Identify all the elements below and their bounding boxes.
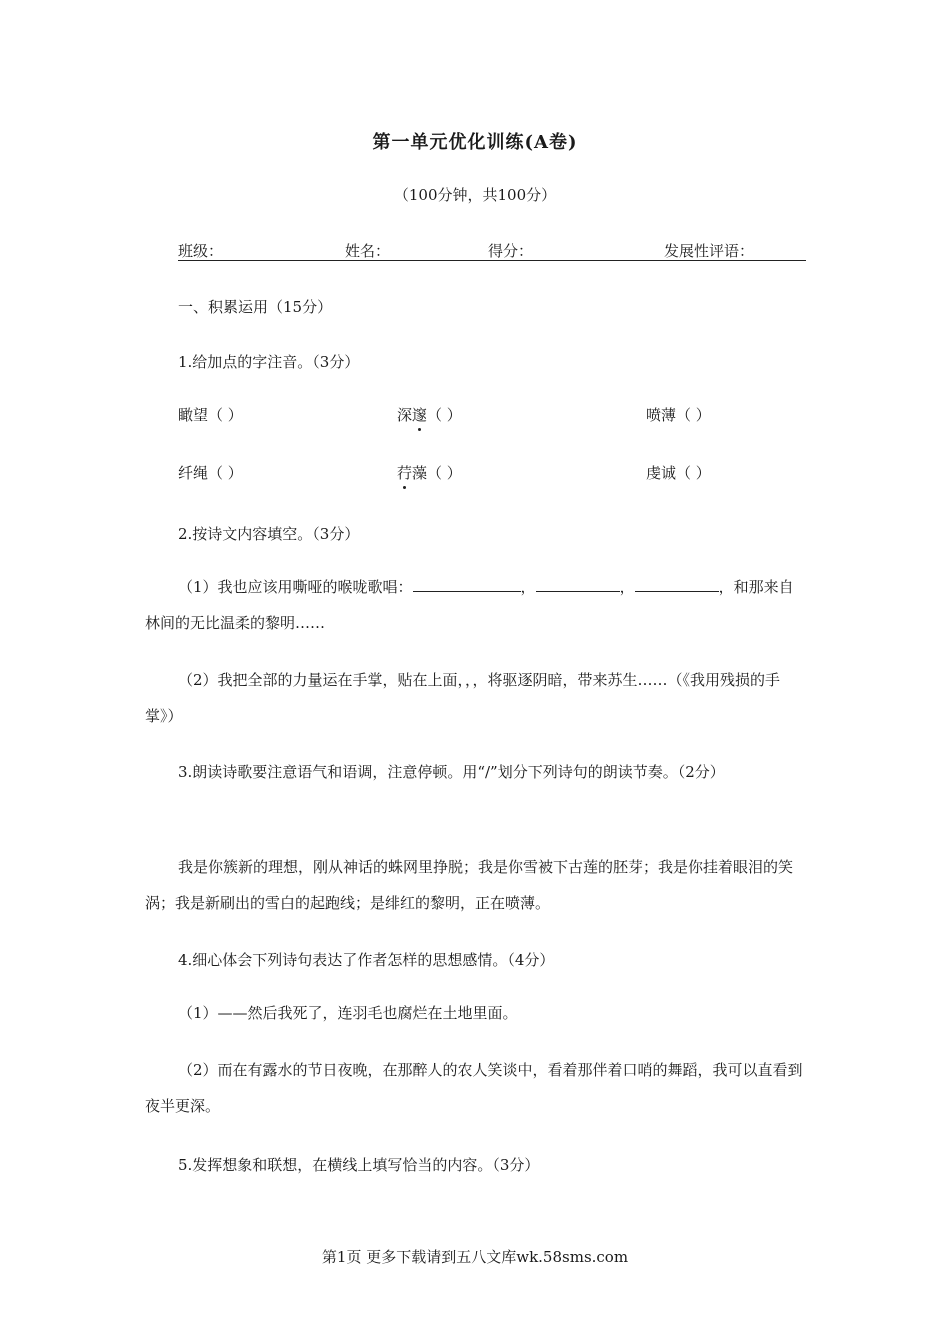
answer-blank[interactable] bbox=[536, 577, 620, 592]
dotted-char: 荇 bbox=[397, 464, 413, 482]
name-label: 姓名： bbox=[345, 242, 391, 260]
pinyin-item: 深邃（ ） bbox=[397, 406, 462, 424]
page-footer: 第1页 更多下载请到五八文库wk.58sms.com bbox=[321, 1248, 629, 1266]
question-4: 4.细心体会下列诗句表达了作者怎样的思想感情。（4分） bbox=[178, 951, 555, 969]
answer-blank[interactable] bbox=[635, 577, 719, 592]
exam-duration: （100分钟，共100分） bbox=[393, 186, 557, 204]
pinyin-item: 虔诚（ ） bbox=[646, 464, 711, 482]
student-info-row bbox=[178, 240, 806, 261]
fill-in-paragraph: （1）我也应该用嘶哑的喉咙歌唱： ， ， ，和那来自林间的无比温柔的黎明…… bbox=[145, 578, 794, 632]
poem-line: （2）而在有露水的节日夜晚，在那醉人的农人笑谈中，看着那伴着口哨的舞蹈，我可以直看到夜半更深。 bbox=[145, 1061, 803, 1115]
pinyin-item: 瞰望（ ） bbox=[178, 406, 243, 424]
poem-paragraph: 我是你簇新的理想，刚从神话的蛛网里挣脱；我是你雪被下古莲的胚芽；我是你挂着眼泪的笑涡；我是新刷出的雪白的起跑线；是绯红的黎明，正在喷薄。 bbox=[145, 858, 794, 912]
comment-label: 发展性评语： bbox=[664, 242, 755, 260]
score-label: 得分： bbox=[488, 242, 534, 260]
question-3: 3.朗读诗歌要注意语气和语调，注意停顿。用“/”划分下列诗句的朗读节奏。（2分） bbox=[178, 763, 725, 781]
question-2: 2.按诗文内容填空。（3分） bbox=[178, 525, 360, 543]
fill-in-paragraph: （2）我把全部的力量运在手掌，贴在上面，，，将驱逐阴暗，带来苏生……（《我用残损的手掌》） bbox=[145, 671, 781, 725]
pinyin-item: 喷薄（ ） bbox=[646, 406, 711, 424]
dotted-char: 邃 bbox=[412, 406, 428, 424]
question-1: 1.给加点的字注音。（3分） bbox=[178, 353, 360, 371]
section-heading: 一、积累运用（15分） bbox=[178, 298, 333, 316]
answer-blank[interactable] bbox=[413, 577, 521, 592]
poem-line: （1）——然后我死了，连羽毛也腐烂在土地里面。 bbox=[178, 1004, 518, 1022]
pinyin-item: 荇藻（ ） bbox=[397, 464, 462, 482]
page-title: 第一单元优化训练(A卷) bbox=[372, 132, 578, 153]
question-5: 5.发挥想象和联想，在横线上填写恰当的内容。（3分） bbox=[178, 1156, 540, 1174]
pinyin-item: 纤绳（ ） bbox=[178, 464, 243, 482]
class-label: 班级： bbox=[178, 242, 224, 260]
